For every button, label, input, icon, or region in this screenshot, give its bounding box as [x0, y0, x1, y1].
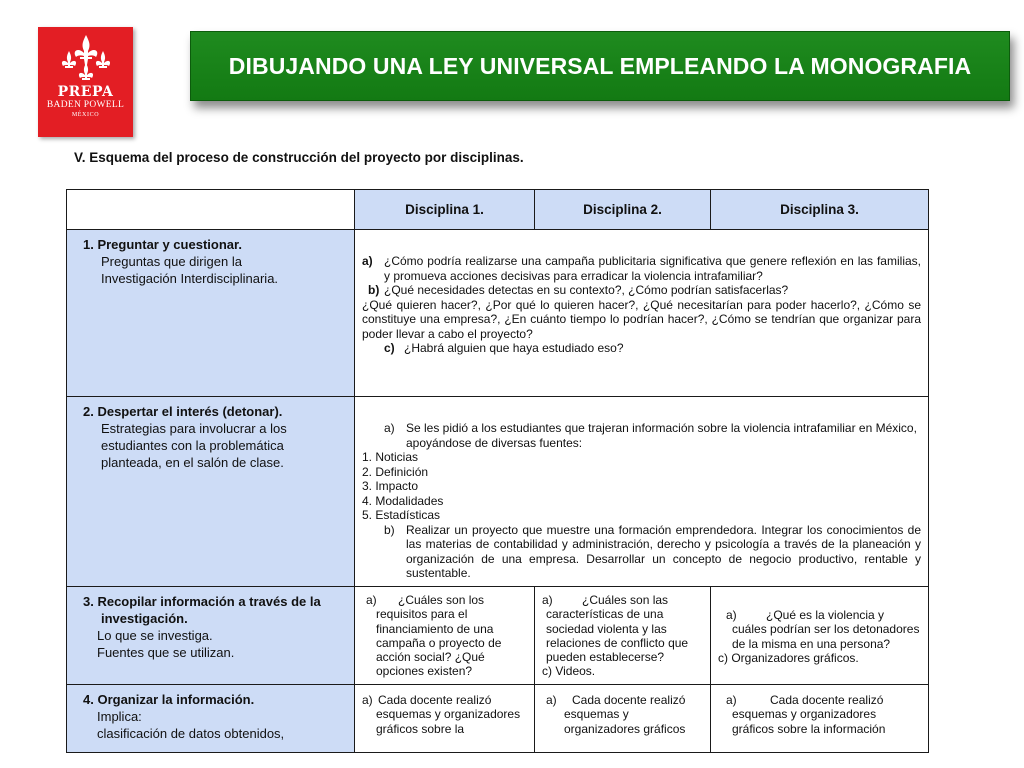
row-label-cell	[67, 230, 355, 397]
row-subtitle: planteada, en el salón de clase.	[101, 455, 284, 470]
item-label: a)	[362, 693, 373, 707]
table-row	[67, 685, 929, 753]
row-label-cell	[67, 397, 355, 587]
item-text-continued: características de una sociedad violenta y las relaciones de conflicto que pueden establecerse?	[546, 607, 689, 665]
item-text: ¿Cuáles son los	[398, 593, 485, 607]
item-label: a)	[726, 693, 737, 707]
header-discipline-3: Disciplina 3.	[780, 202, 859, 217]
discipline-1-cell	[355, 587, 535, 685]
item-text: ¿Cómo podría realizarse una campaña publicitaria significativa que genere reflexión en las familias, y promueva acciones decisivas para erradicar la violencia intrafamiliar?	[384, 254, 921, 283]
header-cell	[535, 190, 711, 230]
discipline-2-cell	[535, 587, 711, 685]
row-title: 4. Organizar la información.	[83, 692, 255, 707]
discipline-3-cell	[711, 685, 929, 753]
question-c	[362, 341, 921, 356]
row-label-cell	[67, 587, 355, 685]
discipline-2-cell	[535, 685, 711, 753]
list-item: 3. Impacto	[362, 479, 419, 493]
item-text: ¿Qué es la violencia y	[766, 608, 885, 622]
discipline-1-cell	[355, 685, 535, 753]
item-label: a)	[366, 593, 377, 607]
list-item: 2. Definición	[362, 464, 429, 479]
header-blank-cell	[67, 190, 355, 230]
item-a	[542, 693, 703, 707]
list-item: 5. Estadísticas	[362, 508, 441, 522]
item-a	[542, 593, 703, 607]
row-subtitle: Preguntas que dirigen la	[101, 254, 242, 269]
header-cell	[355, 190, 535, 230]
item-text: ¿Cuáles son las	[582, 593, 669, 607]
item-text-continued: cuáles podrían ser los detonadores de la misma en una persona?	[732, 622, 920, 651]
row-subtitle: Investigación Interdisciplinaria.	[101, 271, 279, 286]
item-a	[362, 693, 527, 707]
table-row	[67, 587, 929, 685]
item-label: a)	[546, 693, 557, 707]
table-header-row	[67, 190, 929, 230]
item-a	[362, 421, 921, 450]
item-label: a)	[542, 593, 553, 607]
header-discipline-2: Disciplina 2.	[583, 202, 662, 217]
fleur-de-lis-icon	[56, 33, 116, 83]
table-row	[67, 230, 929, 397]
item-a	[718, 608, 921, 622]
item-label: b)	[384, 522, 395, 537]
row-label-cell	[67, 685, 355, 753]
item-text-continued: esquemas y organizadores gráficos	[564, 707, 686, 736]
logo-country: MÉXICO	[71, 112, 100, 118]
logo-name: PREPA	[57, 84, 114, 100]
item-text: Cada docente realizó	[572, 693, 686, 707]
row-subtitle: estudiantes con la problemática	[101, 438, 284, 453]
page-title: DIBUJANDO UNA LEY UNIVERSAL EMPLEANDO LA MONOGRAFIA	[228, 52, 972, 79]
item-text: Realizar un proyecto que muestre una formación emprendedora. Integrar los conocimientos de las materias de contabilidad y administración, derecho y psicología a través de la planeación y organización de una empresa. Desarrollar un concepto de negocio productivo, rentable y sustentable.	[406, 522, 921, 580]
item-label: a)	[726, 608, 737, 622]
item-label: b)	[368, 283, 380, 297]
row-content-cell	[355, 397, 929, 587]
question-a	[362, 254, 921, 283]
question-b	[362, 283, 921, 298]
item-label: c)	[384, 341, 395, 355]
row-title-continued: investigación.	[101, 611, 188, 626]
row-subtitle: Implica:	[97, 709, 142, 724]
list-item: 4. Modalidades	[362, 493, 444, 508]
row-title: 2. Despertar el interés (detonar).	[83, 404, 283, 419]
item-text-continued: requisitos para el financiamiento de una campaña o proyecto de acción social? ¿Qué opciones existen?	[376, 607, 502, 679]
section-heading: V. Esquema del proceso de construcción del proyecto por disciplinas.	[74, 150, 524, 165]
item-b	[362, 523, 921, 581]
header-cell	[711, 190, 929, 230]
item-a	[362, 593, 527, 607]
item-text: Cada docente realizó	[770, 693, 884, 707]
table-row	[67, 397, 929, 587]
row-subtitle: Fuentes que se utilizan.	[97, 645, 235, 660]
list-item: 1. Noticias	[362, 450, 419, 464]
discipline-3-cell	[711, 587, 929, 685]
item-a	[718, 693, 921, 707]
item-text: Se les pidió a los estudiantes que trajeran información sobre la violencia intrafamiliar en México, apoyándose de diversas fuentes:	[406, 421, 917, 450]
item-text: Cada docente realizó	[378, 693, 492, 707]
item-c: c) Organizadores gráficos.	[718, 650, 859, 665]
row-title: 3. Recopilar información a través de la	[83, 594, 321, 609]
row-title: 1. Preguntar y cuestionar.	[83, 237, 242, 252]
title-banner	[190, 31, 1010, 101]
row-subtitle: clasificación de datos obtenidos,	[97, 726, 285, 741]
item-text-continued: esquemas y organizadores gráficos sobre la información	[732, 707, 886, 736]
item-c: c) Videos.	[542, 664, 596, 679]
header-discipline-1: Disciplina 1.	[405, 202, 484, 217]
item-text: ¿Qué necesidades detectas en su contexto?, ¿Cómo podrían satisfacerlas?	[384, 283, 789, 297]
item-label: a)	[384, 421, 395, 435]
item-text-continued: esquemas y organizadores gráficos sobre la	[376, 707, 521, 736]
school-logo	[38, 27, 133, 137]
item-text: ¿Habrá alguien que haya estudiado eso?	[404, 341, 624, 355]
project-scheme-table	[66, 189, 929, 753]
row-subtitle: Lo que se investiga.	[97, 628, 213, 643]
item-label: a)	[362, 254, 373, 268]
row-content-cell	[355, 230, 929, 397]
row-subtitle: Estrategias para involucrar a los	[101, 421, 287, 436]
question-b-continued: ¿Qué quieren hacer?, ¿Por qué lo quieren hacer?, ¿Qué necesitarían para poder hacerlo?, ¿Cómo se constituye una empresa?, ¿En cuánto tiempo lo podrían hacer?, ¿Cómo se tendrían que organizar para poder llevar a cabo el proyecto?	[362, 297, 921, 341]
logo-subtitle: BADEN POWELL	[46, 100, 125, 110]
